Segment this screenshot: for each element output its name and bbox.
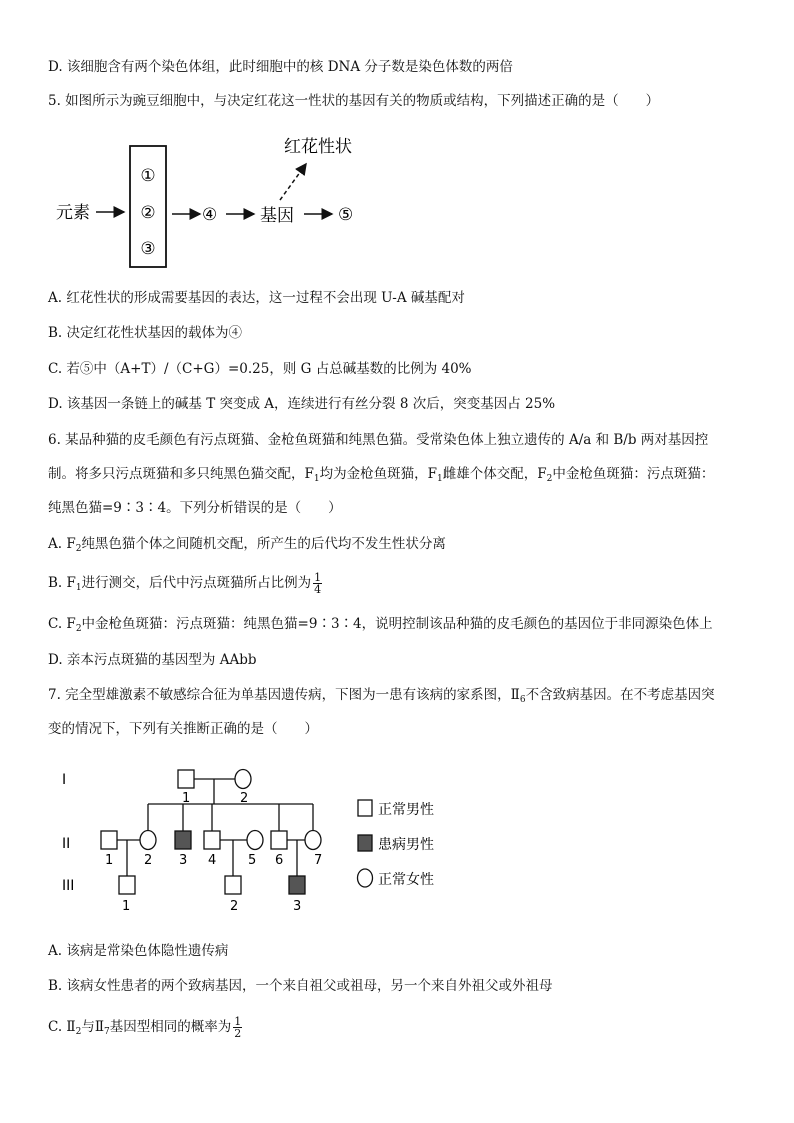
q6-option-a: A. $F_2$纯黑色猫个体之间随机交配，所产生的后代均不发生性状分离 [48,536,446,554]
II-2-number: 2 [144,853,153,868]
legend-affected-male-symbol [358,835,372,851]
legend-normal-male-symbol [358,800,372,816]
legend-affected-male-label: 患病男性 [378,837,434,853]
legend-normal-female-label: 正常女性 [378,872,434,888]
legend-normal-male-label: 正常男性 [378,802,434,818]
III-3-affected-male [289,876,305,894]
diagram-circled-2: ② [140,203,156,223]
II-4-number: 4 [208,853,217,868]
diagram-trait-label: 红花性状 [284,137,352,157]
q5-gene-diagram [48,130,378,275]
II-3-number: 3 [179,853,188,868]
diagram-circled-5: ⑤ [338,205,354,225]
q5-option-d: D. 该基因一条链上的碱基 T 突变成 A，连续进行有丝分裂 8 次后，突变基因占 25% [48,396,556,412]
II-4-male [204,831,220,849]
diagram-circled-1: ① [140,166,156,186]
diagram-element-label: 元素 [56,203,90,223]
q7-stem-line2: 变的情况下，下列有关推断正确的是（ ） [48,721,318,737]
II-5-number: 5 [248,853,257,868]
II-1-number: 1 [105,853,114,868]
q6-stem-line1: 6. 某品种猫的皮毛颜色有污点斑猫、金枪鱼斑猫和纯黑色猫。受常染色体上独立遗传的 A/a 和 B/b 两对基因控 [48,432,709,448]
II-7-female [305,831,321,850]
q6-option-c: C. $F_2$中金枪鱼斑猫：污点斑猫：纯黑色猫=9∶3∶4，说明控制该品种猫的皮毛颜色的基因位于非同源染色体上 [48,616,713,634]
fraction-one-half: $\frac{1}{2}$ [234,1015,242,1040]
q5-option-c: C. 若⑤中（A+T）/（C+G）=0.25，则 G 占总碱基数的比例为 40% [48,361,472,377]
II-6-number: 6 [275,853,284,868]
q4-option-d: D. 该细胞含有两个染色体组，此时细胞中的核 DNA 分子数是染色体数的两倍 [48,59,513,75]
fraction-one-quarter: $\frac{1}{4}$ [314,571,322,596]
III-1-number: 1 [122,899,131,914]
q7-stem-line1: 7. 完全型雄激素不敏感综合征为单基因遗传病，下图为一患有该病的家系图，$Ⅱ_6$不含致病基因。在不考虑基因突 [48,687,715,705]
II-6-male [271,831,287,849]
II-5-female [247,831,263,850]
diagram-gene-label: 基因 [260,206,294,226]
I-2-female [235,770,251,789]
gen-III-label: III [62,878,75,894]
II-7-number: 7 [314,853,323,868]
II-2-female [140,831,156,850]
q6-stem-line2: 制。将多只污点斑猫和多只纯黑色猫交配，$F_1$均为金枪鱼斑猫，$F_1$雌雄个体交配，$F_2$中金枪鱼斑猫：污点斑猫： [48,466,715,484]
II-1-male [101,831,117,849]
gen-II-label: II [62,836,71,852]
arrow-gene-to-trait [280,164,306,200]
legend-normal-female-symbol [358,869,373,887]
I-1-male [178,770,194,788]
III-3-number: 3 [293,899,302,914]
gen-I-label: I [62,772,67,788]
III-2-male [225,876,241,894]
II-3-affected-male [175,831,191,849]
q7-pedigree [50,760,450,920]
diagram-circled-3: ③ [140,239,156,259]
q5-stem: 5. 如图所示为豌豆细胞中，与决定红花这一性状的基因有关的物质或结构，下列描述正确的是（ ） [48,93,660,109]
III-1-male [119,876,135,894]
q7-option-b: B. 该病女性患者的两个致病基因，一个来自祖父或祖母，另一个来自外祖父或外祖母 [48,978,553,994]
diagram-circled-4: ④ [202,205,218,225]
q6-stem-line3: 纯黑色猫=9∶3∶4。下列分析错误的是（ ） [48,500,342,516]
q6-option-d: D. 亲本污点斑猫的基因型为 AAbb [48,652,257,668]
q6-option-b: B. $F_1$进行测交，后代中污点斑猫所占比例为 $\frac{1}{4}$ [48,571,322,596]
I-2-number: 2 [240,791,249,806]
q5-option-a: A. 红花性状的形成需要基因的表达，这一过程不会出现 U-A 碱基配对 [48,290,465,306]
I-1-number: 1 [182,791,191,806]
q7-option-a: A. 该病是常染色体隐性遗传病 [48,943,229,959]
III-2-number: 2 [230,899,239,914]
q7-option-c: C. $Ⅱ_2$与$Ⅱ_7$基因型相同的概率为 $\frac{1}{2}$ [48,1015,242,1040]
q5-option-b: B. 决定红花性状基因的载体为④ [48,325,243,341]
